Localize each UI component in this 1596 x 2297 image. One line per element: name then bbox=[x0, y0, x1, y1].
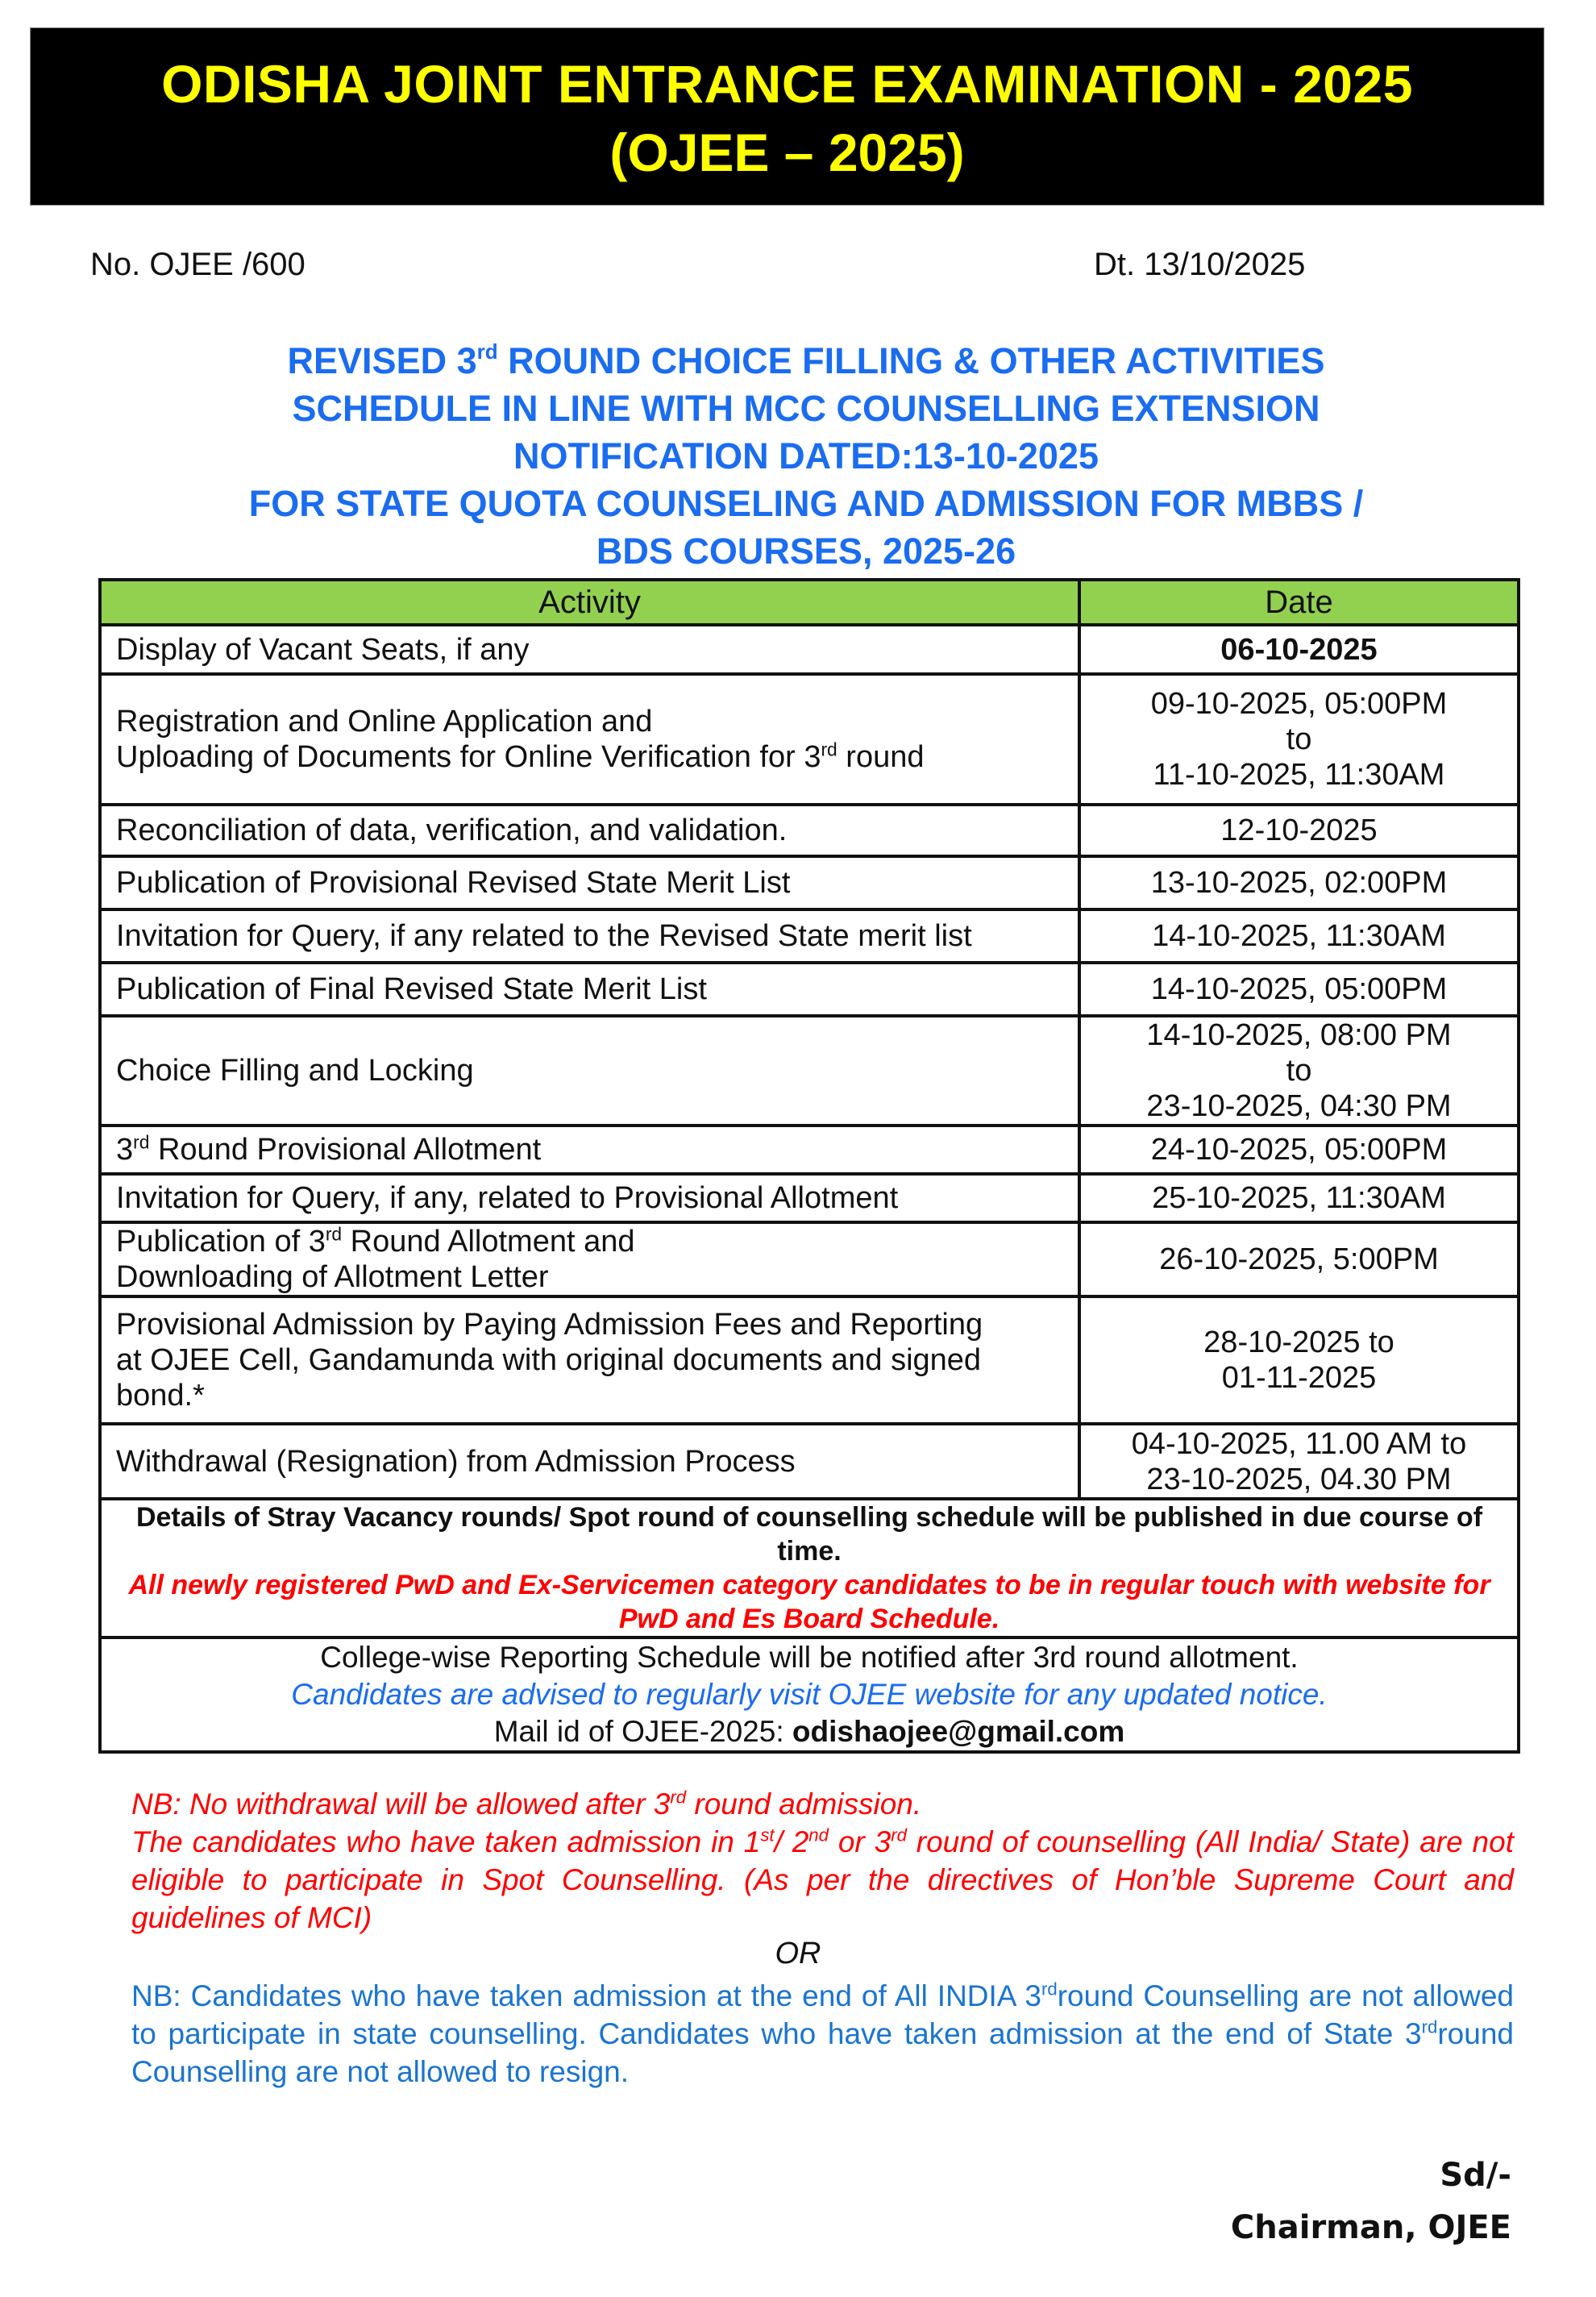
table-row bbox=[100, 963, 1519, 1016]
date-line: 23-10-2025, 04:30 PM bbox=[1146, 1089, 1452, 1123]
banner-subtitle: (OJEE – 2025) bbox=[609, 123, 965, 182]
date-line: 14-10-2025, 08:00 PM bbox=[1146, 1018, 1452, 1052]
title-line-5: BDS COURSES, 2025-26 bbox=[596, 531, 1016, 572]
column-header-date: Date bbox=[1079, 580, 1519, 625]
pwd-exservicemen-note: All newly registered PwD and Ex-Servicemen category candidates to be in regular touch with website for PwD and Es Board Schedule. bbox=[128, 1570, 1490, 1634]
cell-line: 3rd Round Provisional Allotment bbox=[116, 1131, 542, 1167]
date-line: 14-10-2025, 05:00PM bbox=[1150, 972, 1448, 1006]
date-cell bbox=[1079, 909, 1519, 963]
date-line: 24-10-2025, 05:00PM bbox=[1150, 1133, 1448, 1167]
date-line: 14-10-2025, 11:30AM bbox=[1152, 919, 1446, 953]
table-row bbox=[100, 1424, 1519, 1499]
signature-sd: Sd/- bbox=[1440, 2157, 1511, 2194]
nb-all-india-note: NB: Candidates who have taken admission at the end of All INDIA 3rdround Counselling are not allowed to participate in state counselling. Candidates who have taken admission at the end of State 3rdround Counselling are not allowed to resign. bbox=[131, 1979, 1514, 2088]
cell-line: Registration and Online Application and bbox=[116, 705, 653, 739]
cell-line: Downloading of Allotment Letter bbox=[116, 1260, 549, 1294]
date-cell bbox=[1079, 625, 1519, 674]
banner-title: ODISHA JOINT ENTRANCE EXAMINATION - 2025 bbox=[161, 54, 1413, 114]
schedule-table bbox=[98, 578, 1520, 1754]
date-line: 23-10-2025, 04.30 PM bbox=[1146, 1462, 1452, 1496]
document-number: No. OJEE /600 bbox=[90, 247, 305, 282]
cell-line: Invitation for Query, if any related to the Revised State merit list bbox=[116, 919, 972, 953]
date-line: to bbox=[1286, 722, 1312, 756]
activity-cell bbox=[100, 1424, 1079, 1499]
activity-cell bbox=[100, 1222, 1079, 1296]
cell-line: Publication of Provisional Revised State Merit List bbox=[116, 866, 791, 900]
date-cell bbox=[1079, 1016, 1519, 1126]
date-line: 25-10-2025, 11:30AM bbox=[1152, 1181, 1446, 1215]
title-line-2: SCHEDULE IN LINE WITH MCC COUNSELLING EXTENSION bbox=[292, 388, 1320, 429]
cell-line: bond.* bbox=[116, 1379, 205, 1413]
date-line: 26-10-2025, 5:00PM bbox=[1159, 1242, 1439, 1276]
title-line-4: FOR STATE QUOTA COUNSELING AND ADMISSION FOR MBBS / bbox=[248, 483, 1364, 524]
reporting-info-row bbox=[100, 1637, 1519, 1752]
table-row bbox=[100, 805, 1519, 856]
date-cell bbox=[1079, 1424, 1519, 1499]
date-cell bbox=[1079, 856, 1519, 909]
cell-line: Provisional Admission by Paying Admission Fees and Reporting bbox=[116, 1308, 983, 1342]
cell-line: Reconciliation of data, verification, and validation. bbox=[116, 814, 788, 847]
document-date: Dt. 13/10/2025 bbox=[1094, 247, 1306, 282]
table-row bbox=[100, 674, 1519, 805]
activity-cell bbox=[100, 963, 1079, 1016]
nb-line-2: The candidates who have taken admission in 1st/ 2nd or 3rd round of counselling (All India/ State) are not eligible to participate in Spot Counselling. (As per the directives of Hon’ble Supreme Court and guidelines of MCI) bbox=[131, 1825, 1514, 1934]
date-cell bbox=[1079, 805, 1519, 856]
mail-id-link[interactable]: odishaojee@gmail.com bbox=[792, 1715, 1125, 1748]
mail-id-line: Mail id of OJEE-2025: odishaojee@gmail.com bbox=[493, 1715, 1125, 1748]
column-header-activity: Activity bbox=[100, 580, 1079, 625]
activity-cell bbox=[100, 1016, 1079, 1126]
table-row bbox=[100, 1174, 1519, 1222]
header-banner bbox=[30, 27, 1544, 206]
date-line: 13-10-2025, 02:00PM bbox=[1150, 866, 1448, 900]
table-row bbox=[100, 1222, 1519, 1296]
table-row bbox=[100, 625, 1519, 674]
date-cell bbox=[1079, 1174, 1519, 1222]
activity-cell bbox=[100, 909, 1079, 963]
date-line: 06-10-2025 bbox=[1220, 632, 1378, 667]
date-line: 04-10-2025, 11.00 AM to bbox=[1131, 1426, 1467, 1461]
date-cell bbox=[1079, 963, 1519, 1016]
date-line: to bbox=[1286, 1054, 1312, 1088]
date-cell bbox=[1079, 1222, 1519, 1296]
cell-line: Invitation for Query, if any, related to Provisional Allotment bbox=[116, 1181, 899, 1215]
or-separator: OR bbox=[775, 1937, 821, 1970]
activity-cell bbox=[100, 625, 1079, 674]
date-line: 28-10-2025 to bbox=[1203, 1325, 1394, 1359]
date-cell bbox=[1079, 1296, 1519, 1424]
activity-cell bbox=[100, 1174, 1079, 1222]
date-line: 01-11-2025 bbox=[1221, 1361, 1377, 1395]
date-line: 12-10-2025 bbox=[1220, 814, 1378, 847]
cell-line: Choice Filling and Locking bbox=[116, 1054, 474, 1088]
stray-vacancy-note: Details of Stray Vacancy rounds/ Spot round of counselling schedule will be published in due course of time. bbox=[135, 1502, 1483, 1567]
signature-designation: Chairman, OJEE bbox=[1230, 2209, 1511, 2246]
stray-vacancy-row bbox=[100, 1499, 1519, 1637]
date-line: 09-10-2025, 05:00PM bbox=[1150, 687, 1448, 721]
date-cell bbox=[1079, 674, 1519, 805]
table-row bbox=[100, 909, 1519, 963]
title-line-1: REVISED 3rd ROUND CHOICE FILLING & OTHER ACTIVITIES bbox=[287, 339, 1325, 381]
date-cell bbox=[1079, 1126, 1519, 1174]
table-row bbox=[100, 1016, 1519, 1126]
notice-title bbox=[89, 337, 1523, 575]
cell-line: Publication of Final Revised State Merit List bbox=[116, 972, 707, 1006]
activity-cell bbox=[100, 674, 1079, 805]
table-row bbox=[100, 856, 1519, 909]
date-line: 11-10-2025, 11:30AM bbox=[1153, 758, 1445, 792]
activity-cell bbox=[100, 805, 1079, 856]
cell-line: Display of Vacant Seats, if any bbox=[116, 632, 530, 667]
cell-line: at OJEE Cell, Gandamunda with original documents and signed bbox=[116, 1343, 982, 1377]
activity-cell bbox=[100, 1126, 1079, 1174]
cell-line: Withdrawal (Resignation) from Admission Process bbox=[116, 1444, 796, 1479]
activity-cell bbox=[100, 856, 1079, 909]
nb-withdrawal-note bbox=[131, 1785, 1514, 1937]
table-row bbox=[100, 1126, 1519, 1174]
cell-line: Uploading of Documents for Online Verification for 3rd round bbox=[116, 739, 925, 774]
table-row bbox=[100, 1296, 1519, 1424]
table-header-row bbox=[100, 580, 1519, 625]
title-line-3: NOTIFICATION DATED:13-10-2025 bbox=[513, 435, 1099, 476]
college-reporting-note: College-wise Reporting Schedule will be notified after 3rd round allotment. bbox=[320, 1641, 1299, 1674]
activity-cell bbox=[100, 1296, 1079, 1424]
visit-website-note: Candidates are advised to regularly visit OJEE website for any updated notice. bbox=[291, 1678, 1328, 1711]
nb-line-1: NB: No withdrawal will be allowed after 3rd round admission. bbox=[131, 1787, 922, 1821]
cell-line: Publication of 3rd Round Allotment and bbox=[116, 1223, 635, 1259]
